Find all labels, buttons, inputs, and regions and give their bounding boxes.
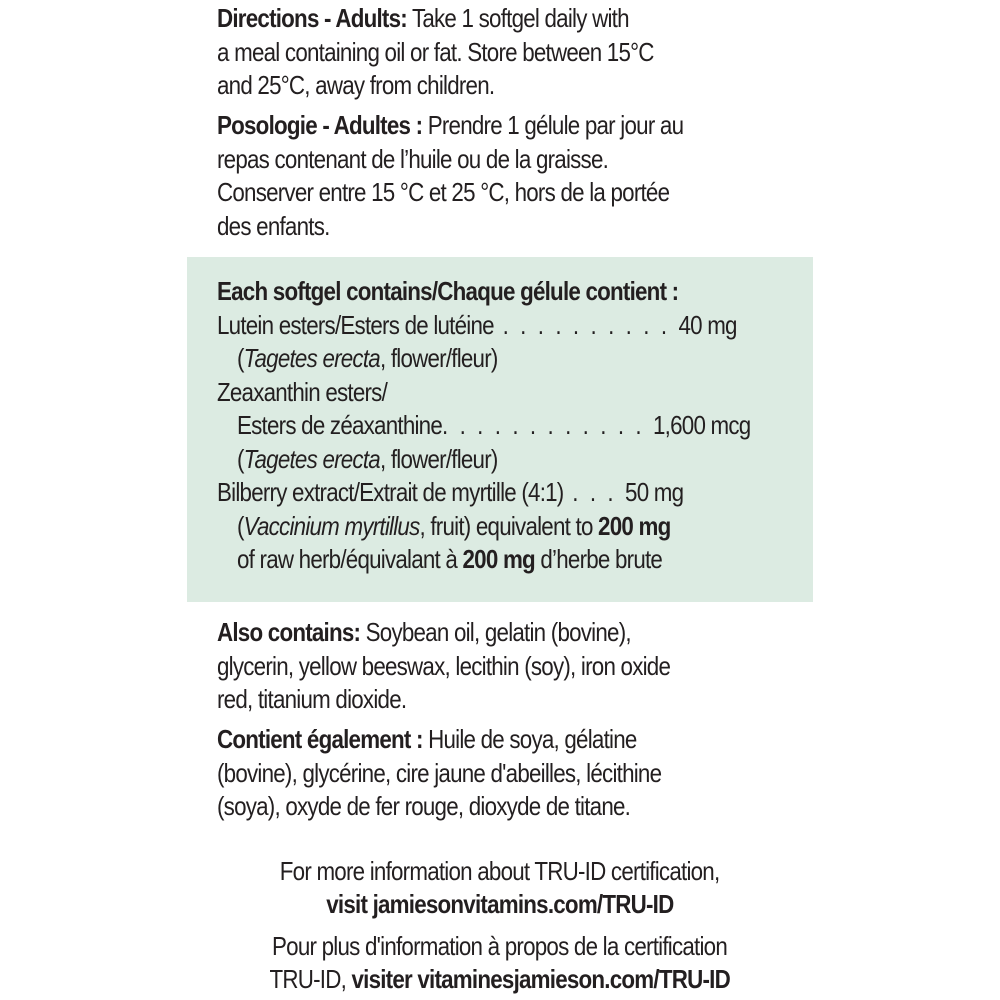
ingredient-name: Esters de zéaxanthine (237, 410, 443, 440)
posologie-label: Posologie - Adultes : (217, 110, 423, 140)
posologie-text: des enfants. (217, 210, 330, 241)
botanical-name: Vaccinium myrtillus (243, 510, 420, 541)
ingredient-source: d’herbe brute (534, 544, 663, 574)
ingredients-list (217, 275, 797, 577)
contient-text: (bovine), glycérine, cire jaune d'abeilles, lécithine (217, 757, 662, 788)
directions-text: a meal containing oil or fat. Store between 15°C (217, 36, 654, 67)
ingredient-amount: 40 mg (678, 309, 737, 340)
ingredient-source: , fruit) equivalent to (419, 510, 599, 541)
ingredient-amount: 50 mg (625, 477, 684, 507)
contient-text: (soya), oxyde de fer rouge, dioxyde de titane. (217, 791, 631, 821)
also-contains-english (217, 616, 797, 717)
tru-id-french (180, 930, 820, 996)
ingredient-lutein (217, 309, 797, 343)
paren: ( (237, 510, 244, 541)
ingredient-source: of raw herb/équivalant à (237, 544, 463, 574)
posologie-text: Conserver entre 15 °C et 25 °C, hors de la portée (217, 177, 670, 207)
ingredient-amount: 1,600 mcg (653, 410, 751, 440)
also-contains-text: red, titanium dioxide. (217, 684, 407, 714)
also-contains-text: Soybean oil, gelatin (bovine), (360, 617, 631, 647)
ingredient-zeaxanthin (217, 376, 797, 410)
directions-text: and 25°C, away from children. (217, 70, 495, 100)
tru-id-link-english[interactable]: visit jamiesonvitamins.com/TRU-ID (326, 889, 674, 919)
equivalent-amount: 200 mg (598, 510, 671, 541)
ingredient-source: , flower/fleur) (379, 443, 498, 474)
directions-text: Take 1 softgel daily with (406, 3, 629, 33)
tru-id-info-text: TRU-ID, (269, 964, 352, 994)
contient-text: Huile de soya, gélatine (422, 724, 637, 754)
also-contains-label: Also contains: (217, 617, 361, 647)
ingredient-name: Lutein esters/Esters de lutéine (217, 309, 494, 340)
leader-dots: . . . . . . . . . . . . (442, 410, 654, 440)
ingredient-bilberry (217, 476, 797, 510)
ingredient-source: , flower/fleur) (379, 343, 498, 373)
directions-english (217, 2, 797, 103)
tru-id-link-french[interactable]: visiter vitaminesjamieson.com/TRU-ID (351, 964, 731, 994)
directions-french (217, 109, 797, 243)
equivalent-amount: 200 mg (462, 544, 535, 574)
paren: ( (237, 343, 244, 373)
leader-dots: . . . . . . . . . . (493, 309, 679, 340)
tru-id-english (180, 855, 820, 921)
also-contains-french (217, 723, 797, 824)
tru-id-info-text: Pour plus d'information à propos de la certification (272, 931, 728, 961)
paren: ( (237, 443, 244, 474)
ingredient-name: Zeaxanthin esters/ (217, 376, 388, 407)
ingredient-name: Bilberry extract/Extrait de myrtille (4:1) (217, 477, 564, 507)
tru-id-info-text: For more information about TRU-ID certification, (280, 856, 720, 886)
botanical-name: Tagetes erecta (243, 443, 380, 474)
leader-dots: . . . (563, 477, 626, 507)
also-contains-text: glycerin, yellow beeswax, lecithin (soy), iron oxide (217, 650, 671, 681)
ingredients-heading: Each softgel contains/Chaque gélule contient : (217, 276, 679, 306)
contient-label: Contient également : (217, 724, 423, 754)
posologie-text: Prendre 1 gélule par jour au (422, 110, 684, 140)
directions-label: Directions - Adults: (217, 3, 407, 33)
posologie-text: repas contenant de l’huile ou de la graisse. (217, 143, 609, 174)
botanical-name: Tagetes erecta (243, 343, 380, 373)
